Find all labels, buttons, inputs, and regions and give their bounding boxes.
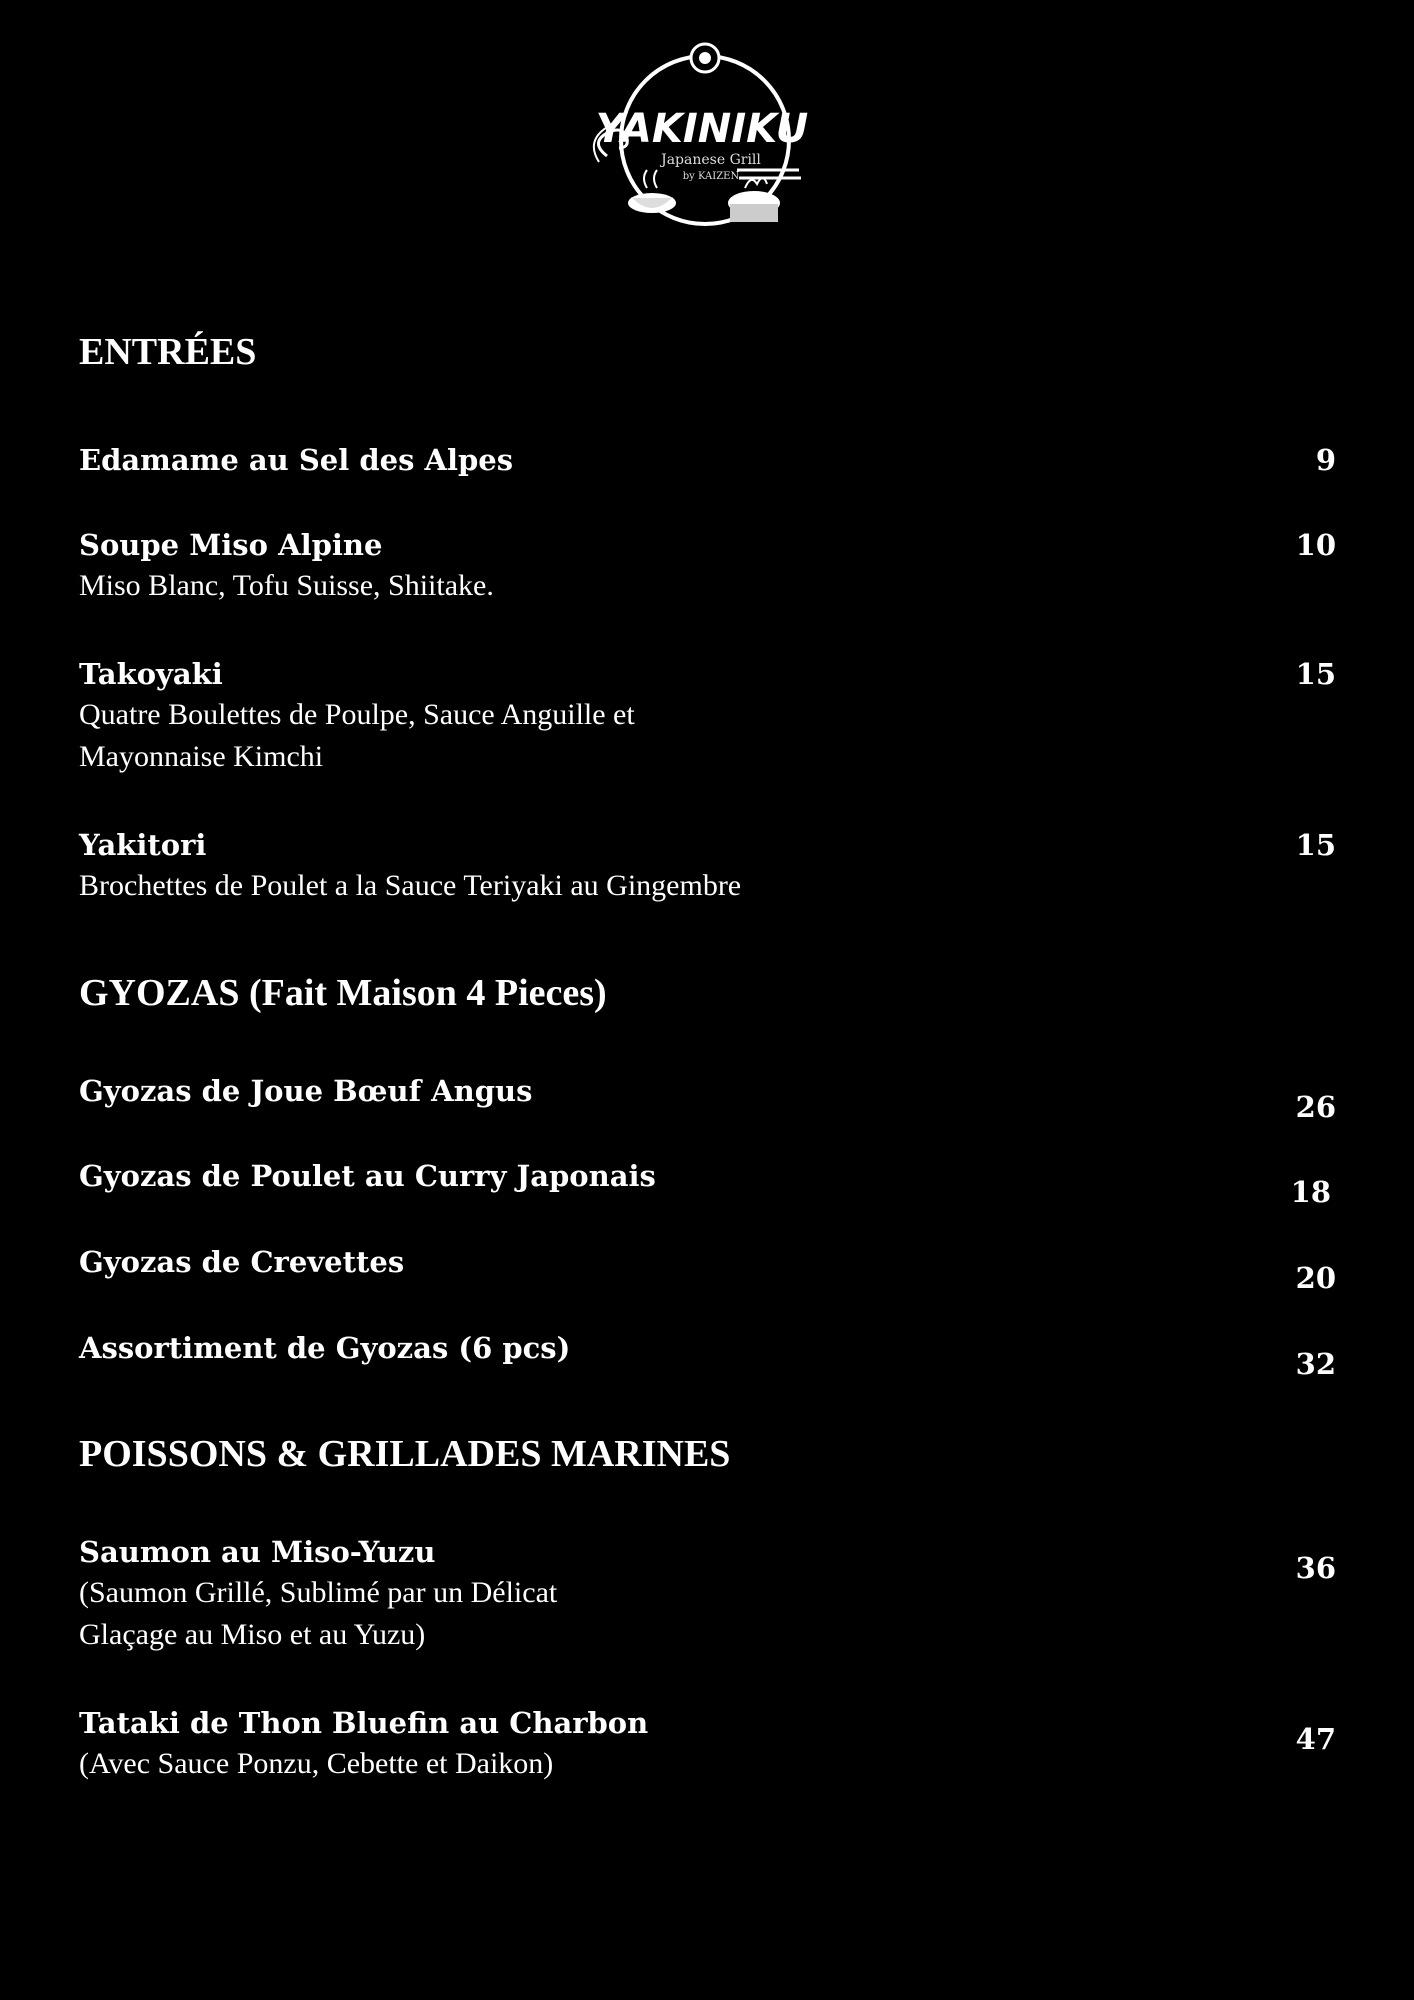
item-price: 26 [1295, 1090, 1336, 1124]
item-price: 20 [1295, 1261, 1336, 1295]
item-name: Yakitori [79, 828, 207, 862]
menu-item [79, 525, 1336, 607]
menu-item [79, 825, 1336, 907]
item-name: Gyozas de Crevettes [79, 1245, 405, 1279]
menu-item [79, 1156, 1336, 1209]
item-price: 18 [1290, 1175, 1331, 1209]
item-name: Assortiment de Gyozas (6 pcs) [79, 1331, 571, 1365]
logo-brand-text: YAKINIKU [595, 106, 809, 152]
item-price: 10 [1295, 528, 1336, 562]
item-price: 47 [1295, 1722, 1336, 1756]
menu-item [79, 654, 1336, 778]
item-name: Edamame au Sel des Alpes [79, 443, 514, 477]
item-description: Quatre Boulettes de Poulpe, Sauce Anguille et Mayonnaise Kimchi [79, 698, 635, 773]
item-price: 9 [1315, 443, 1336, 477]
item-name: Takoyaki [79, 657, 223, 691]
item-name: Tataki de Thon Bluefin au Charbon [79, 1706, 649, 1740]
menu-item [79, 1242, 1336, 1295]
menu-item [79, 1328, 1336, 1381]
logo-subtitle: Japanese Grill [661, 152, 761, 168]
section-title-poissons: POISSONS & GRILLADES MARINES [79, 1433, 731, 1475]
section-title-entrees: ENTRÉES [79, 331, 257, 373]
menu-item [79, 1071, 1336, 1124]
item-price: 15 [1295, 657, 1336, 691]
item-description: (Avec Sauce Ponzu, Cebette et Daikon) [79, 1747, 554, 1780]
menu-item [79, 1703, 1336, 1785]
item-description: Brochettes de Poulet a la Sauce Teriyaki au Gingembre [79, 869, 742, 902]
item-price: 32 [1295, 1347, 1336, 1381]
item-name: Saumon au Miso-Yuzu [79, 1535, 436, 1569]
item-description: (Saumon Grillé, Sublimé par un Délicat Glaçage au Miso et au Yuzu) [79, 1576, 558, 1651]
logo-byline: by KAIZEN [682, 171, 740, 182]
item-price: 15 [1295, 828, 1336, 862]
menu-item [79, 440, 1336, 480]
item-price: 36 [1295, 1551, 1336, 1585]
item-name: Gyozas de Poulet au Curry Japonais [79, 1159, 656, 1193]
item-name: Soupe Miso Alpine [79, 528, 383, 562]
section-title-gyozas: GYOZAS (Fait Maison 4 Pieces) [79, 972, 607, 1014]
item-description: Miso Blanc, Tofu Suisse, Shiitake. [79, 569, 494, 602]
restaurant-logo [587, 38, 817, 244]
item-name: Gyozas de Joue Bœuf Angus [79, 1074, 533, 1108]
menu-item [79, 1532, 1336, 1656]
